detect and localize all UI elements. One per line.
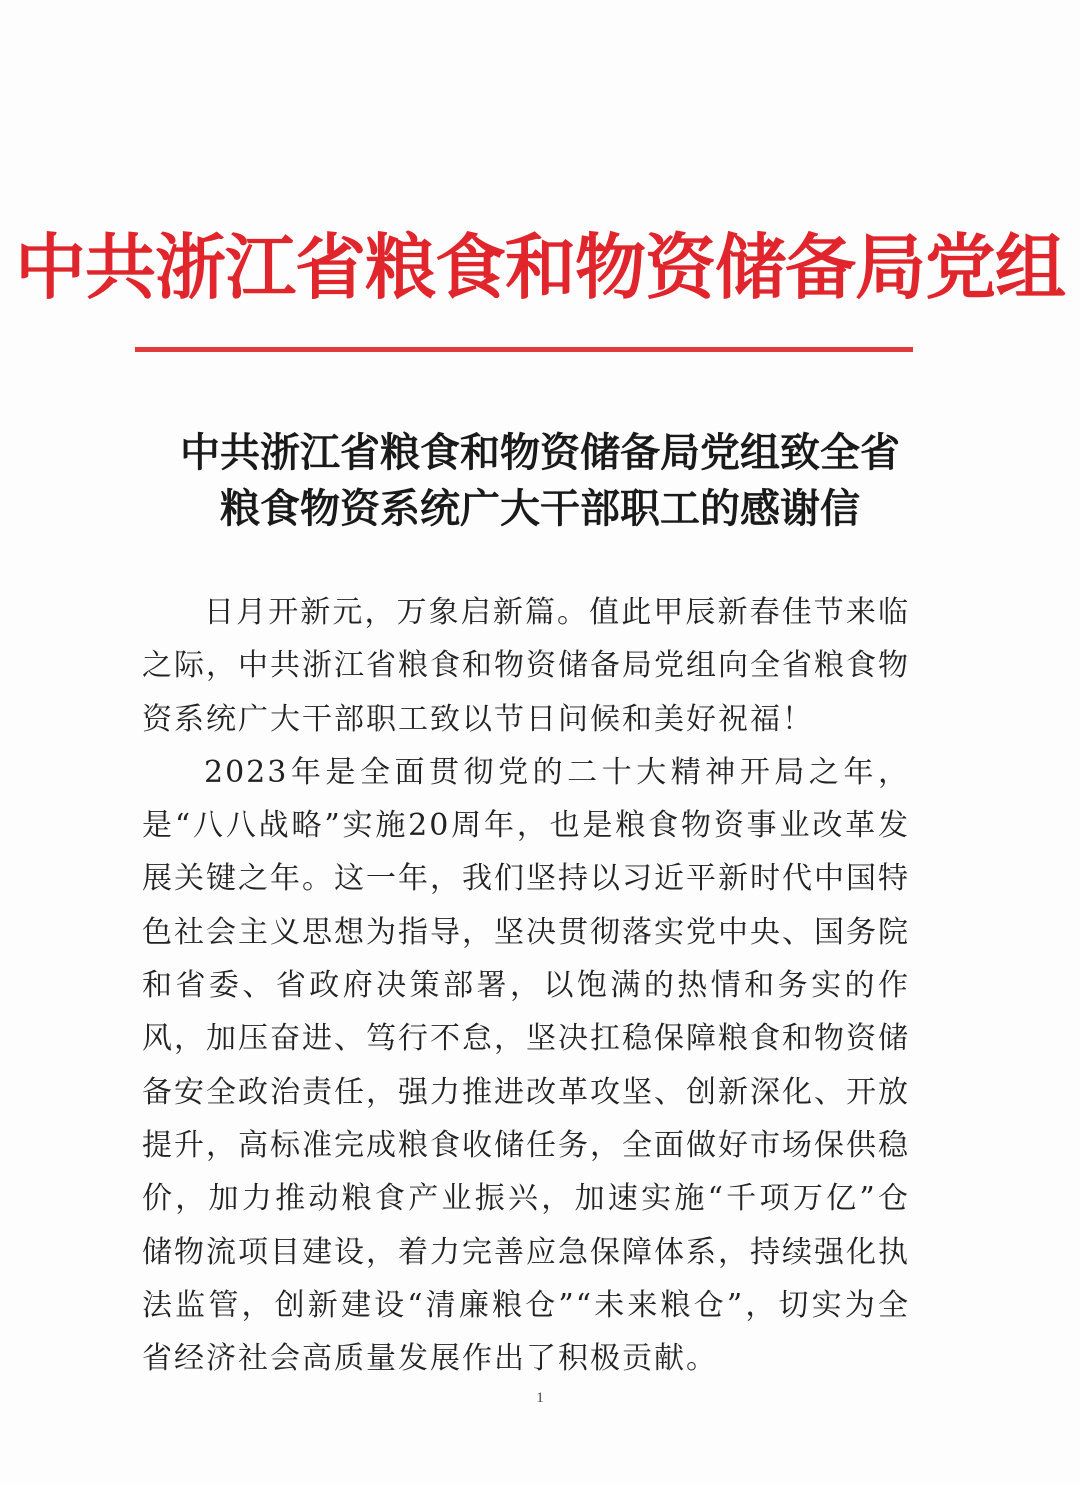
page-number: 1 — [536, 1390, 544, 1406]
letterhead-title: 中共浙江省粮食和物资储备局党组 — [14, 225, 1065, 309]
document-title-line-2: 粮食物资系统广大干部职工的感谢信 — [220, 485, 860, 532]
body-paragraph-2: 2023年是全面贯彻党的二十大精神开局之年，是“八八战略”实施20周年，也是粮食物资事业改革发展关键之年。这一年，我们坚持以习近平新时代中国特色社会主义思想为指导，坚决贯彻落实党中央、国务院和省委、省政府决策部署，以饱满的热情和务实的作风，加压奋进、笃行不怠，坚决扛稳保障粮食和物资储备安全政治责任，强力推进改革攻坚、创新深化、开放提升，高标准完成粮食收储任务，全面做好市场保供稳价，加力推动粮食产业振兴，加速实施“千项万亿”仓储物流项目建设，着力完善应急保障体系，持续强化执法监管，创新建设“清廉粮仓”“未来粮仓”，切实为全省经济社会高质量发展作出了积极贡献。 — [142, 754, 910, 1377]
letter-body — [142, 586, 910, 1385]
document-title — [0, 425, 1080, 537]
letterhead-red-rule — [135, 347, 913, 352]
document-title-line-1: 中共浙江省粮食和物资储备局党组致全省 — [180, 429, 900, 476]
body-paragraph-1: 日月开新元，万象启新篇。值此甲辰新春佳节来临之际，中共浙江省粮食和物资储备局党组向全省粮食物资系统广大干部职工致以节日问候和美好祝福！ — [142, 595, 910, 737]
